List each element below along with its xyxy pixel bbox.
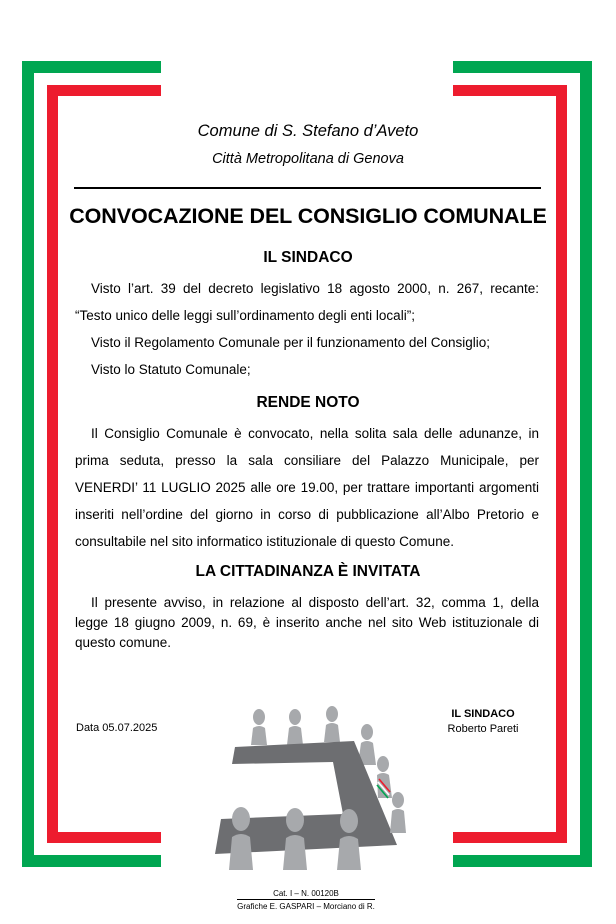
council-meeting-illustration bbox=[200, 700, 420, 880]
footer-divider bbox=[237, 899, 375, 900]
person-icon bbox=[324, 706, 340, 742]
frame-red-bottom-left bbox=[47, 832, 161, 843]
frame-green-top-right bbox=[453, 61, 592, 73]
section-heading-cittadinanza: LA CITTADINANZA È INVITATA bbox=[195, 563, 421, 580]
frame-red-top-left bbox=[47, 85, 161, 96]
signer-role: IL SINDACO bbox=[451, 708, 515, 720]
section-heading-il-sindaco: IL SINDACO bbox=[263, 249, 353, 266]
person-icon bbox=[287, 709, 303, 745]
signer-name: Roberto Pareti bbox=[447, 723, 519, 735]
document-date: Data 05.07.2025 bbox=[76, 722, 158, 734]
text-line: VENERDI’ 11 LUGLIO 2025 alle ore 19.00, per trattare importanti argomenti bbox=[75, 480, 539, 495]
text-line: Il presente avviso, in relazione al disposto dell’art. 32, comma 1, della bbox=[91, 595, 539, 610]
text-line: prima seduta, presso la sala consiliare del Palazzo Municipale, per bbox=[75, 453, 539, 468]
section-body-rende-noto bbox=[75, 420, 539, 555]
frame-green-top-left bbox=[22, 61, 161, 73]
text-line: questo comune. bbox=[75, 635, 172, 650]
frame-green-right bbox=[580, 61, 592, 867]
person-icon bbox=[390, 792, 406, 833]
text-line: legge 18 giugno 2009, n. 69, è inserito anche nel sito Web istituzionale di bbox=[75, 615, 539, 630]
text-line: Visto lo Statuto Comunale; bbox=[91, 362, 251, 377]
text-line: Il Consiglio Comunale è convocato, nella solita sala delle adunanze, in bbox=[91, 426, 539, 441]
municipality-name: Comune di S. Stefano d’Aveto bbox=[197, 122, 419, 140]
catalog-number: Cat. I – N. 00120B bbox=[273, 889, 339, 898]
frame-red-right bbox=[556, 85, 567, 843]
person-icon bbox=[251, 709, 267, 745]
text-line: Visto il Regolamento Comunale per il funzionamento del Consiglio; bbox=[91, 335, 490, 350]
frame-red-left bbox=[47, 85, 58, 843]
section-body-cittadinanza bbox=[75, 593, 539, 653]
text-line: inseriti nell’ordine del giorno in corso di pubblicazione all’Albo Pretorio e bbox=[75, 507, 539, 522]
section-heading-rende-noto: RENDE NOTO bbox=[256, 394, 360, 411]
frame-green-bottom-right bbox=[453, 855, 592, 867]
header-divider bbox=[74, 187, 541, 189]
frame-green-bottom-left bbox=[22, 855, 161, 867]
person-icon bbox=[337, 809, 361, 870]
frame-red-bottom-right bbox=[453, 832, 567, 843]
text-line: “Testo unico delle leggi sull’ordinamento degli enti locali”; bbox=[75, 308, 415, 323]
printer-credit: Grafiche E. GASPARI – Morciano di R. bbox=[237, 902, 375, 911]
province-name: Città Metropolitana di Genova bbox=[212, 151, 404, 167]
section-body-il-sindaco bbox=[75, 275, 539, 383]
text-line: Visto l’art. 39 del decreto legislativo 18 agosto 2000, n. 267, recante: bbox=[91, 281, 539, 296]
text-line: consultabile nel sito informatico istituzionale di questo Comune. bbox=[75, 534, 454, 549]
frame-red-top-right bbox=[453, 85, 567, 96]
document-title: CONVOCAZIONE DEL CONSIGLIO COMUNALE bbox=[69, 204, 547, 228]
person-icon bbox=[229, 807, 253, 870]
person-icon bbox=[283, 808, 307, 870]
frame-green-left bbox=[22, 61, 34, 867]
